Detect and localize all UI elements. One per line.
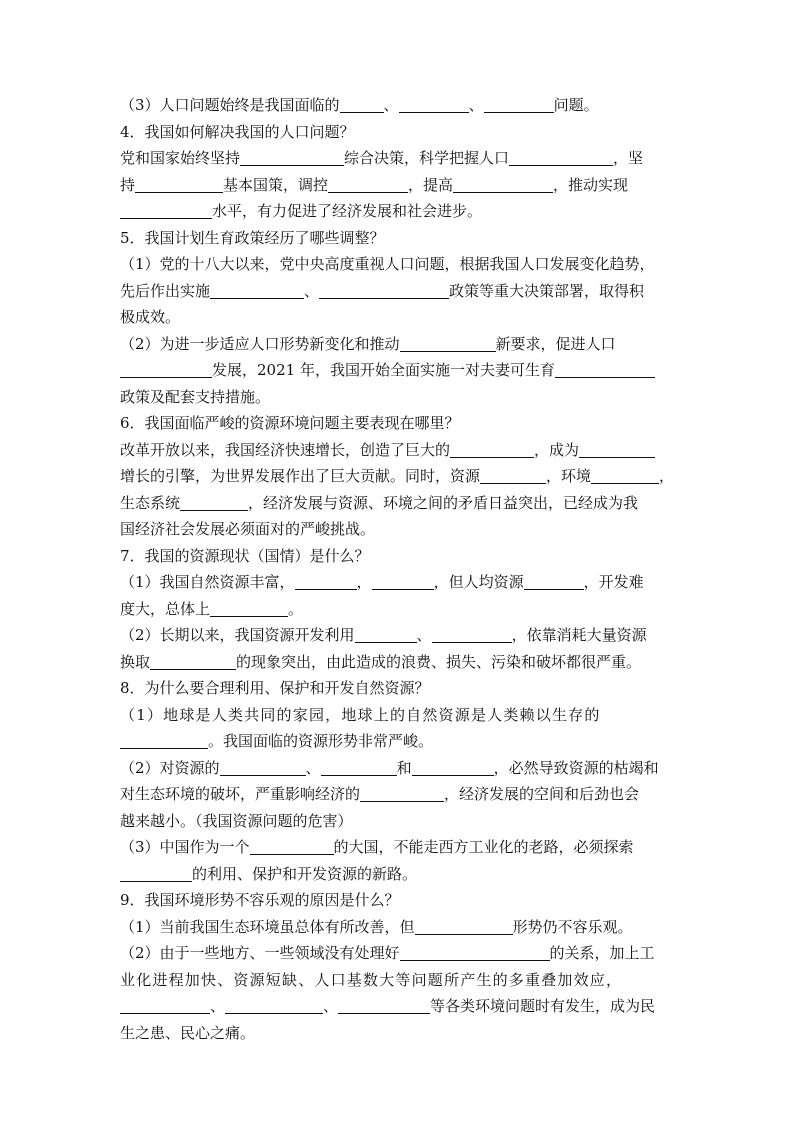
line-text: 8．为什么要合理利用、保护和开发自然资源？ <box>120 679 430 697</box>
fill-in-blank[interactable] <box>450 441 534 458</box>
text-line <box>120 463 676 490</box>
fill-in-blank[interactable] <box>150 653 236 670</box>
fill-in-blank[interactable] <box>355 626 417 643</box>
line-text: （1）我国自然资源丰富， <box>120 573 295 591</box>
text-line <box>120 251 676 278</box>
fill-in-blank[interactable] <box>295 573 357 590</box>
text-line <box>120 516 676 543</box>
line-text: 政策及配套支持措施。 <box>120 387 271 406</box>
line-text: 生之患、民心之痛。 <box>120 1023 256 1042</box>
fill-in-blank[interactable] <box>555 361 655 378</box>
fill-in-blank[interactable] <box>135 176 223 193</box>
line-text: 9．我国环境形势不容乐观的原因是什么？ <box>120 891 400 909</box>
line-text: 、 <box>304 281 320 300</box>
line-text: ，成为 <box>534 440 580 459</box>
fill-in-blank[interactable] <box>338 997 430 1014</box>
line-text: （2）对资源的 <box>120 758 220 777</box>
line-text: 改革开放以来，我国经济快速增长，创造了巨大的 <box>120 440 451 459</box>
text-line <box>120 755 676 782</box>
fill-in-blank[interactable] <box>319 282 449 299</box>
text-line <box>120 914 676 941</box>
line-text: 、 <box>468 96 484 114</box>
text-line <box>120 384 676 411</box>
fill-in-blank[interactable] <box>120 202 212 219</box>
line-text: 度大，总体上 <box>120 599 211 618</box>
text-line <box>120 543 676 570</box>
line-text: 持 <box>120 175 136 194</box>
fill-in-blank[interactable] <box>120 865 192 882</box>
fill-in-blank[interactable] <box>372 573 434 590</box>
line-text: 政策等重大决策部署，取得积 <box>449 281 645 300</box>
fill-in-blank[interactable] <box>415 918 513 935</box>
text-line <box>120 596 676 623</box>
text-line <box>120 569 676 596</box>
line-text: ，提高 <box>408 175 454 194</box>
line-text: 6．我国面临严峻的资源环境问题主要表现在哪里？ <box>120 414 460 432</box>
fill-in-blank[interactable] <box>400 944 550 961</box>
fill-in-blank[interactable] <box>328 176 408 193</box>
fill-in-blank[interactable] <box>480 467 546 484</box>
worksheet-page <box>120 92 676 1046</box>
text-line <box>120 834 676 861</box>
text-line <box>120 198 676 225</box>
fill-in-blank[interactable] <box>210 282 304 299</box>
fill-in-blank[interactable] <box>579 441 655 458</box>
line-text: （2）为进一步适应人口形势新变化和推动 <box>120 334 400 353</box>
line-text: 等各类环境问题时有发生，成为民 <box>430 997 656 1015</box>
fill-in-blank[interactable] <box>250 838 334 855</box>
text-line <box>120 357 676 384</box>
text-line <box>120 304 676 331</box>
fill-in-blank[interactable] <box>321 759 397 776</box>
line-text: （1）当前我国生态环境虽总体有所改善，但 <box>120 917 415 936</box>
line-text: 、 <box>416 626 432 644</box>
line-text: 先后作出实施 <box>120 281 211 300</box>
text-line <box>120 967 676 994</box>
fill-in-blank[interactable] <box>180 494 248 511</box>
line-text: ，经济发展的空间和后劲也会 <box>444 785 640 803</box>
fill-in-blank[interactable] <box>340 96 384 113</box>
line-text: （2）长期以来，我国资源开发利用 <box>120 626 355 644</box>
line-text: 的现象突出，由此造成的浪费、损失、污染和破坏都很严重。 <box>236 652 642 671</box>
line-text: ，推动实现 <box>553 175 629 194</box>
text-line <box>120 649 676 676</box>
text-line <box>120 410 676 437</box>
text-line <box>120 225 676 252</box>
line-text: 极成效。 <box>120 308 181 326</box>
fill-in-blank[interactable] <box>220 759 306 776</box>
line-text: 4．我国如何解决我国的人口问题？ <box>120 122 355 141</box>
fill-in-blank[interactable] <box>120 997 210 1014</box>
line-text: 综合决策，科学把握人口 <box>344 149 510 167</box>
fill-in-blank[interactable] <box>120 361 212 378</box>
text-line <box>120 940 676 967</box>
text-line <box>120 861 676 888</box>
text-line <box>120 675 676 702</box>
text-line <box>120 437 676 464</box>
fill-in-blank[interactable] <box>225 997 323 1014</box>
line-text: ，必然导致资源的枯竭和 <box>493 758 659 777</box>
fill-in-blank[interactable] <box>453 176 553 193</box>
line-text: ， <box>659 467 675 485</box>
line-text: 基本国策，调控 <box>223 175 329 194</box>
text-line <box>120 781 676 808</box>
line-text: 问题。 <box>553 96 599 114</box>
text-line <box>120 92 676 119</box>
line-text: （2）由于一些地方、一些领域没有处理好 <box>120 944 400 962</box>
line-text: 换取 <box>120 652 151 671</box>
text-line <box>120 622 676 649</box>
text-line <box>120 1020 676 1047</box>
line-text: ，坚 <box>613 149 644 167</box>
fill-in-blank[interactable] <box>399 96 469 113</box>
text-line <box>120 993 676 1020</box>
fill-in-blank[interactable] <box>400 335 496 352</box>
line-text: 的利用、保护和开发资源的新路。 <box>192 864 418 883</box>
fill-in-blank[interactable] <box>120 732 208 749</box>
fill-in-blank[interactable] <box>509 149 613 166</box>
text-line <box>120 702 676 729</box>
text-line <box>120 119 676 146</box>
text-line <box>120 145 676 172</box>
line-text: 形势仍不容乐观。 <box>512 917 633 936</box>
line-text: 的关系，加上工 <box>549 944 655 962</box>
text-line <box>120 331 676 358</box>
line-text: 。 <box>288 599 304 618</box>
line-text: 水平，有力促进了经济发展和社会进步。 <box>212 202 483 220</box>
fill-in-blank[interactable] <box>240 149 344 166</box>
line-text: 新要求，促进人口 <box>495 334 616 353</box>
line-text: 对生态环境的破坏，严重影响经济的 <box>120 785 361 803</box>
line-text: 和 <box>396 758 412 777</box>
line-text: ，开发难 <box>583 573 644 591</box>
line-text: 党和国家始终坚持 <box>120 149 241 167</box>
line-text: 发展，2021 年，我国开始全面实施一对夫妻可生育 <box>212 361 555 379</box>
text-line <box>120 278 676 305</box>
line-text: ，依靠消耗大量资源 <box>511 626 647 644</box>
fill-in-blank[interactable] <box>360 785 444 802</box>
line-text: 、 <box>305 758 321 777</box>
fill-in-blank[interactable] <box>524 573 584 590</box>
line-text: 国经济社会发展必须面对的严峻挑战。 <box>120 520 376 538</box>
line-text: 生态系统 <box>120 493 181 512</box>
line-text: 、 <box>210 997 226 1015</box>
line-text: 。我国面临的资源形势非常严峻。 <box>208 732 434 750</box>
line-text: 业化进程加快、资源短缺、人口基数大等问题所产生的多重叠加效应， <box>120 970 623 989</box>
text-line <box>120 808 676 835</box>
line-text: 7．我国的资源现状（国情）是什么？ <box>120 546 370 565</box>
text-line <box>120 887 676 914</box>
text-line <box>120 172 676 199</box>
line-text: 、 <box>323 997 339 1015</box>
fill-in-blank[interactable] <box>210 600 288 617</box>
line-text: 的大国，不能走西方工业化的老路，必须探索 <box>333 838 634 856</box>
fill-in-blank[interactable] <box>412 759 494 776</box>
fill-in-blank[interactable] <box>484 96 554 113</box>
line-text: ，但人均资源 <box>433 573 524 591</box>
fill-in-blank[interactable] <box>432 626 512 643</box>
text-line <box>120 490 676 517</box>
text-line <box>120 728 676 755</box>
line-text: ，环境 <box>546 467 592 485</box>
line-text: （1）地球是人类共同的家园，地球上的自然资源是人类赖以生存的 <box>120 705 601 724</box>
line-text: （3）人口问题始终是我国面临的 <box>120 96 340 114</box>
fill-in-blank[interactable] <box>591 467 659 484</box>
line-text: 、 <box>383 96 399 114</box>
line-text: （3）中国作为一个 <box>120 838 250 856</box>
line-text: 越来越小。（我国资源问题的危害） <box>120 811 353 830</box>
line-text: ，经济发展与资源、环境之间的矛盾日益突出，已经成为我 <box>248 493 639 512</box>
line-text: （1）党的十八大以来，党中央高度重视人口问题，根据我国人口发展变化趋势， <box>120 255 655 273</box>
line-text: 5．我国计划生育政策经历了哪些调整？ <box>120 228 385 247</box>
line-text: ， <box>356 573 372 591</box>
line-text: 增长的引擎，为世界发展作出了巨大贡献。同时，资源 <box>120 467 481 485</box>
